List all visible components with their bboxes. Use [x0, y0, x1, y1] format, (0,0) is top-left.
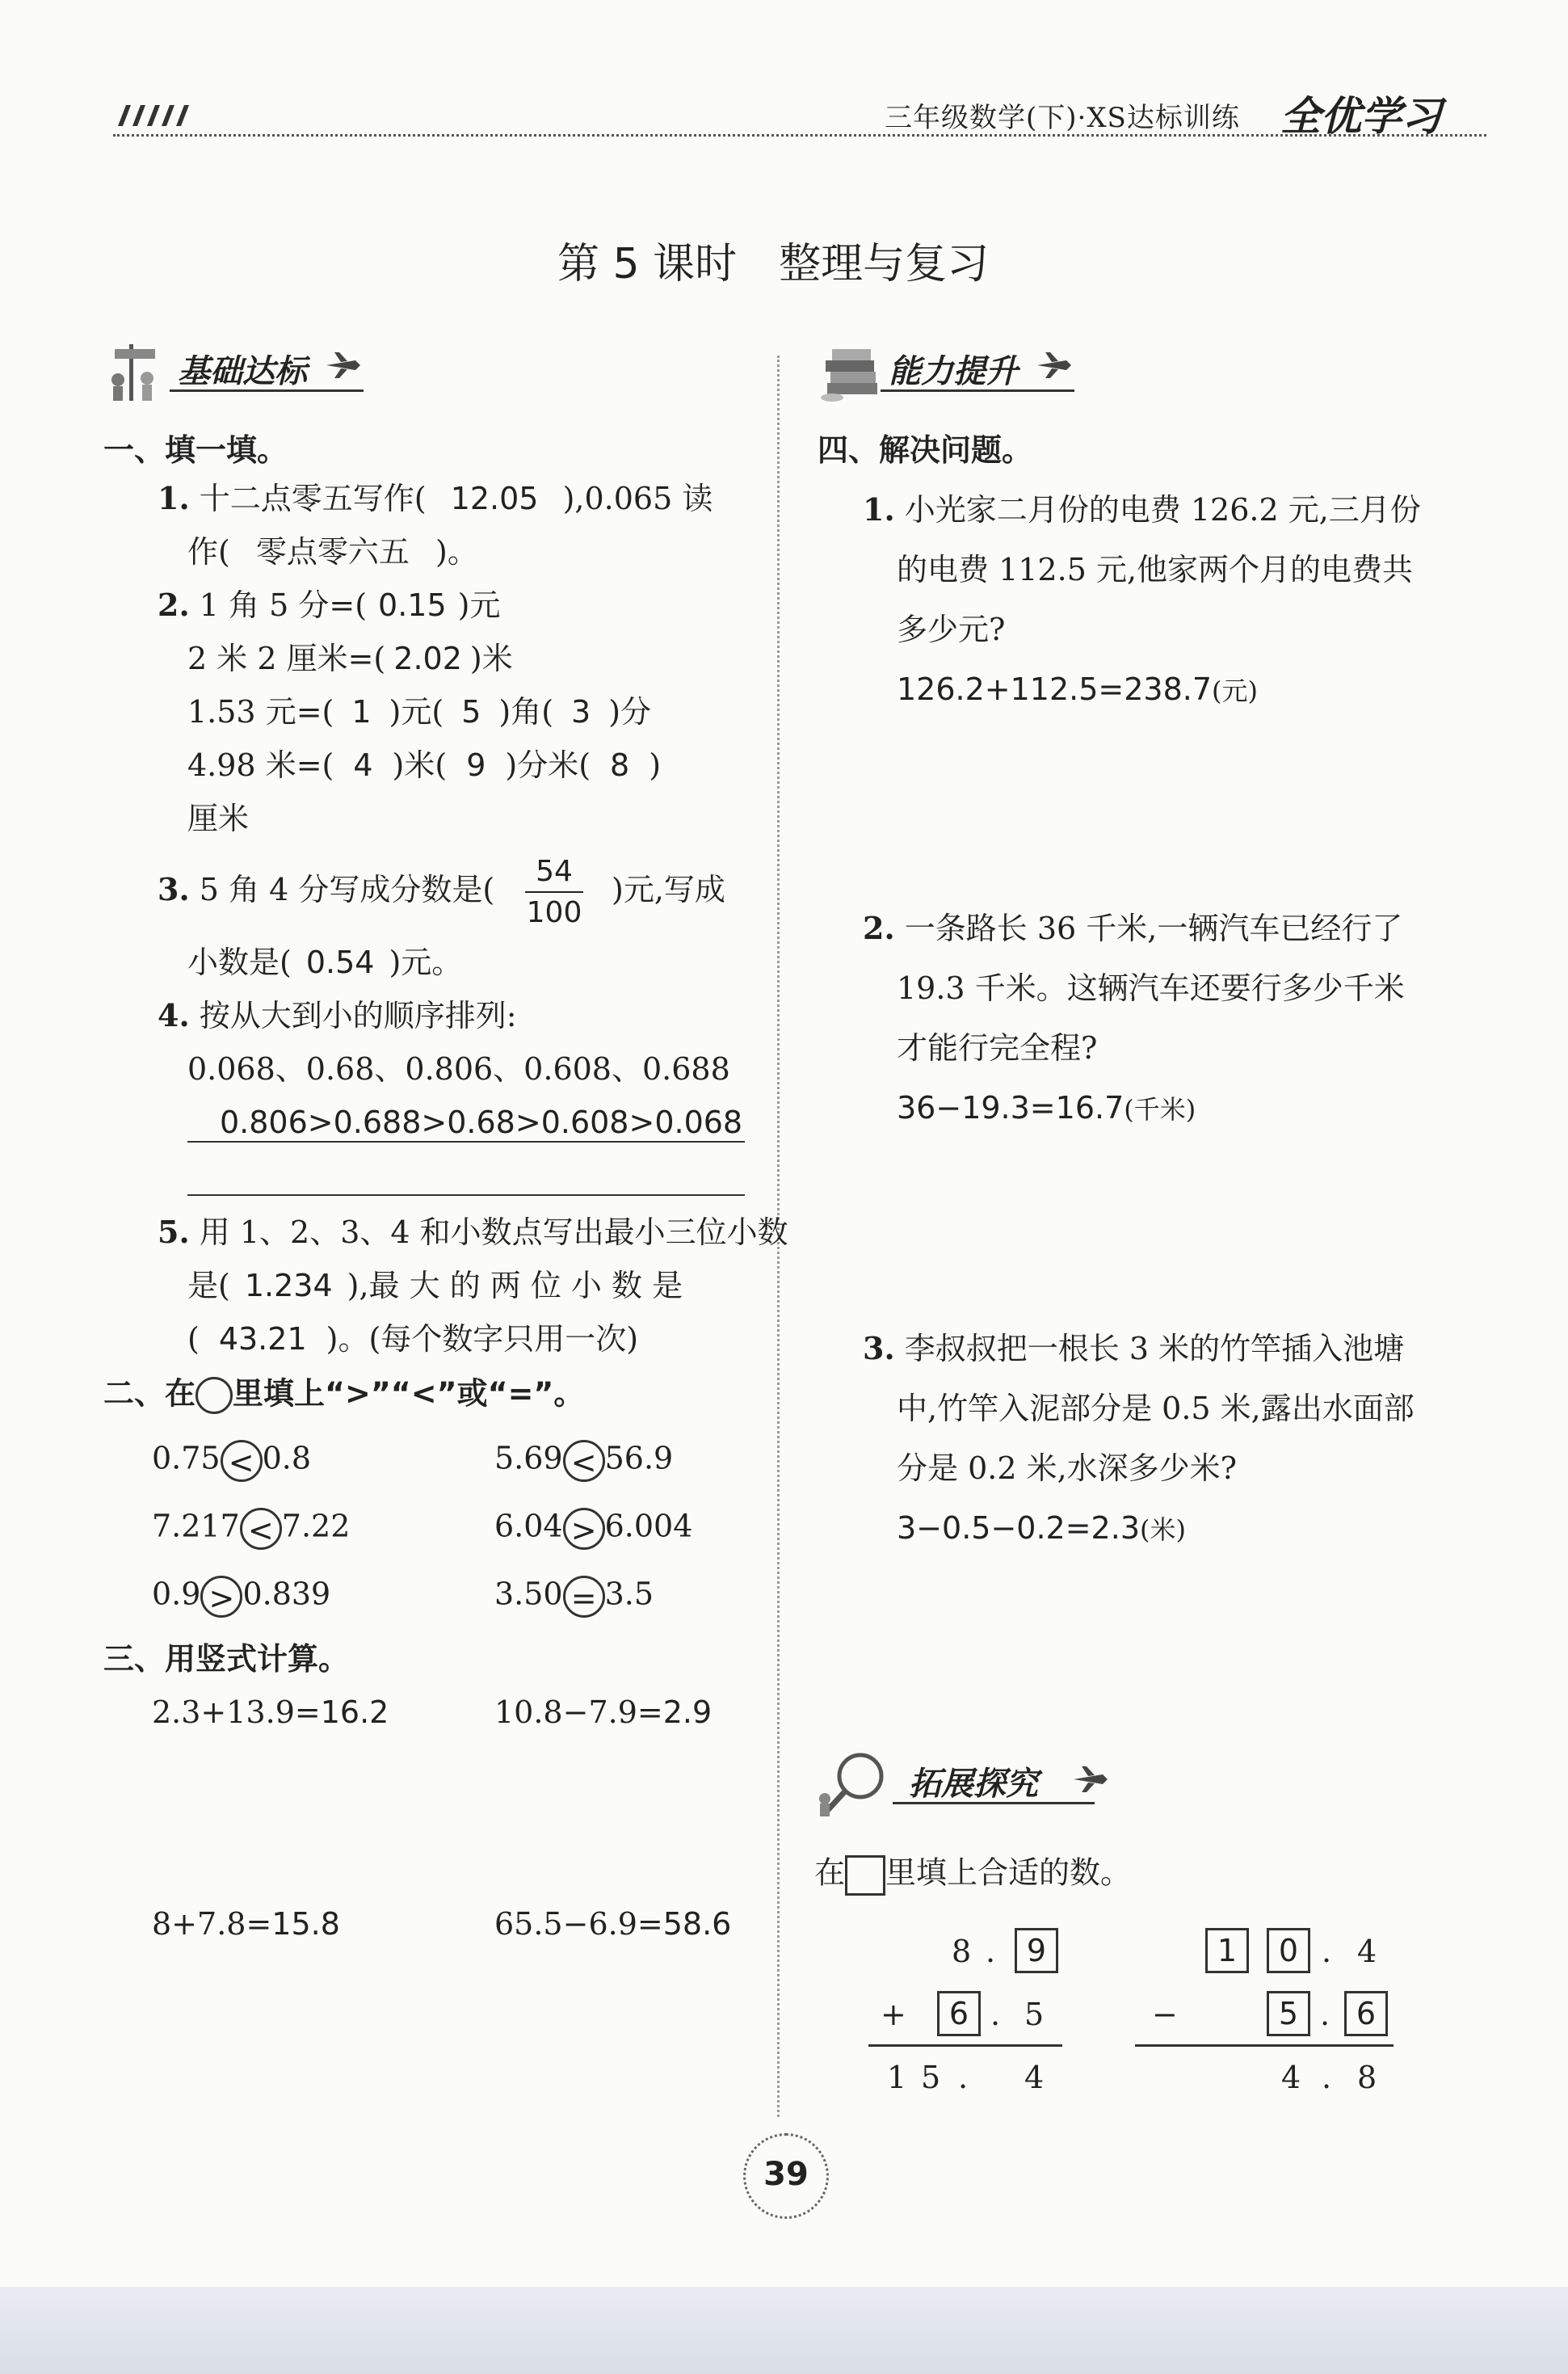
question-number: 4.: [158, 997, 190, 1033]
p1-q2-line5: 厘米: [187, 801, 250, 836]
question-number: 2.: [158, 587, 190, 623]
compare-answer-circle: <: [221, 1440, 263, 1482]
page-number: 39: [743, 2133, 829, 2219]
question-number: 3.: [863, 1330, 895, 1366]
question-text: (: [187, 1321, 200, 1357]
answer-unit: (千米): [1124, 1094, 1196, 1125]
answer: 2.02: [393, 641, 462, 676]
calc-answer: 2.9: [662, 1694, 713, 1730]
instruction-text: 里填上合适的数。: [885, 1854, 1132, 1891]
add-r1-dot: .: [986, 1934, 996, 1969]
heading-text: 二、在: [103, 1375, 196, 1412]
signpost-icon: [105, 339, 170, 404]
p4-q3-answer: [897, 1510, 1186, 1546]
section-label-advanced: 能力提升: [889, 353, 1018, 390]
calc-item: [494, 1694, 713, 1730]
compare-left: 0.9: [152, 1576, 201, 1612]
section-underline: [170, 389, 364, 392]
answer: 0.15: [378, 587, 447, 623]
calc-answer: 58.6: [662, 1906, 732, 1942]
add-result-digit: .: [958, 2060, 969, 2095]
question-text: 李叔叔把一根长 3 米的竹竿插入池塘: [904, 1331, 1405, 1366]
answer: 5: [461, 694, 481, 730]
compare-answer-circle: <: [563, 1440, 605, 1482]
answer: 3: [571, 694, 591, 730]
compare-item: [494, 1508, 692, 1550]
add-result-digit: 1: [887, 2060, 907, 2095]
p1-q1-line1: [158, 480, 713, 516]
add-result-digit: 4: [1024, 2060, 1045, 2095]
question-text: )米: [469, 641, 513, 676]
fraction-denominator: 100: [526, 896, 582, 929]
sub-r1-dot: .: [1322, 1934, 1332, 1969]
calc-answer: 15.8: [271, 1906, 340, 1942]
compare-right: 56.9: [604, 1440, 674, 1476]
p4-q1-line1: [863, 491, 1421, 528]
question-text: 1.53 元=(: [187, 694, 334, 730]
question-text: )元(: [389, 694, 444, 730]
section-underline: [881, 389, 1074, 392]
p1-q4-line1: [158, 997, 517, 1033]
p1-q3-line2: [187, 947, 462, 978]
compare-item: [152, 1440, 311, 1482]
section-badge-explore: [812, 1752, 1135, 1810]
question-text: )分米(: [505, 747, 591, 783]
difference-line: [1135, 2044, 1394, 2047]
question-text: 按从大到小的顺序排列:: [199, 998, 517, 1033]
question-text: 2 米 2 厘米=(: [187, 641, 386, 676]
sub-r1-digit: 4: [1357, 1934, 1377, 1969]
blank-circle-icon: [195, 1377, 233, 1414]
p4-q1-line3: 多少元?: [897, 612, 1006, 647]
sub-result-digit: 8: [1357, 2060, 1377, 2095]
p1-q5-line1: [158, 1214, 788, 1250]
plane-icon: [1070, 1763, 1111, 1795]
add-r2-dot: .: [990, 1997, 1001, 2032]
question-number: 1.: [158, 480, 190, 516]
compare-left: 3.50: [494, 1576, 563, 1612]
sub-r2-dot: .: [1320, 1997, 1330, 2032]
question-text: )分: [608, 694, 652, 730]
calc-expression: 2.3+13.9=: [152, 1694, 321, 1730]
fraction-numerator: 54: [536, 855, 573, 888]
heading-text: 里填上“>”“<”或“=”。: [233, 1375, 585, 1412]
question-text: 用 1、2、3、4 和小数点写出最小三位小数: [199, 1214, 788, 1250]
calc-item: [494, 1906, 732, 1942]
compare-right: 6.004: [604, 1508, 693, 1544]
answer-unit: (米): [1140, 1514, 1186, 1545]
compare-answer-circle: =: [563, 1576, 605, 1618]
p1-q5-line2: [187, 1270, 683, 1301]
p1-q4-list: 0.068、0.68、0.806、0.608、0.688: [187, 1051, 730, 1087]
compare-left: 6.04: [494, 1508, 563, 1544]
p1-q2-line4: [187, 747, 662, 783]
question-text: 作(: [187, 534, 230, 570]
add-r1-digit: 8: [952, 1934, 972, 1969]
question-text: )角(: [498, 694, 554, 730]
p1-q2-line2: [187, 643, 513, 674]
question-text: 是(: [187, 1268, 230, 1303]
compare-item: [494, 1576, 654, 1618]
question-text: ): [649, 747, 662, 783]
answer: 43.21: [218, 1321, 307, 1357]
add-result-digit: 5: [921, 2060, 941, 2095]
compare-left: 5.69: [494, 1440, 563, 1476]
instruction-text: 在: [814, 1854, 846, 1891]
p4-q2-line2: 19.3 千米。这辆汽车还要行多少千米: [897, 970, 1405, 1006]
part4-heading: 四、解决问题。: [818, 432, 1033, 468]
compare-item: [494, 1440, 673, 1482]
section-underline: [893, 1802, 1095, 1804]
compare-right: 3.5: [604, 1576, 654, 1612]
answer: 1: [351, 694, 372, 730]
p4-q3-line2: 中,竹竿入泥部分是 0.5 米,露出水面部: [897, 1391, 1415, 1426]
lesson-title: 第 5 课时 整理与复习: [557, 240, 990, 288]
fraction-bar: [525, 891, 583, 893]
p4-q2-line3: 才能行完全程?: [897, 1030, 1098, 1066]
calc-expression: 10.8−7.9=: [494, 1694, 663, 1730]
sum-line: [868, 2044, 1062, 2047]
section-label-explore: 拓展探究: [909, 1766, 1038, 1803]
sub-result-digit: 4: [1281, 2060, 1301, 2095]
p4-q1-line2: 的电费 112.5 元,他家两个月的电费共: [897, 552, 1414, 587]
p4-q2-answer: [897, 1090, 1196, 1126]
compare-answer-circle: >: [200, 1576, 242, 1618]
sub-operator: −: [1152, 1997, 1178, 2032]
explore-instruction: [814, 1855, 1131, 1896]
magnifier-icon: [812, 1752, 889, 1820]
question-text: 一条路长 36 千米,一辆汽车已经行了: [904, 911, 1403, 946]
question-text: 4.98 米=(: [187, 747, 334, 783]
sub-r2-box: 5: [1267, 1991, 1310, 2036]
compare-right: 0.8: [262, 1440, 312, 1476]
question-text: )。(每个数字只用一次): [326, 1321, 639, 1357]
answer: 1.234: [244, 1268, 333, 1303]
books-icon: [816, 339, 884, 404]
calc-expression: 65.5−6.9=: [494, 1906, 663, 1942]
compare-right: 7.22: [281, 1508, 351, 1544]
p4-q2-line1: [863, 910, 1403, 946]
header-stripes: [113, 105, 194, 126]
answer: 36−19.3=16.7: [897, 1090, 1125, 1126]
sub-r1-box: 0: [1267, 1928, 1310, 1973]
plane-icon: [1034, 349, 1074, 381]
question-text: )元: [457, 587, 501, 623]
compare-left: 0.75: [152, 1440, 221, 1476]
answer-unit: (元): [1212, 676, 1259, 706]
answer: 4: [353, 747, 373, 783]
sub-r1-box: 1: [1205, 1928, 1249, 1973]
sub-r2-box: 6: [1344, 1991, 1388, 2036]
calc-answer: 16.2: [320, 1694, 389, 1730]
part1-heading: 一、填一填。: [103, 432, 288, 468]
p1-q4-answer: 0.806>0.688>0.68>0.608>0.068: [220, 1105, 743, 1140]
question-text: 十二点零五写作(: [199, 481, 427, 516]
question-number: 5.: [158, 1214, 190, 1250]
p1-q5-line3: [187, 1321, 639, 1357]
answer: 12.05: [450, 481, 539, 516]
blank-box-icon: [845, 1855, 885, 1896]
compare-right: 0.839: [242, 1576, 331, 1612]
p1-q1-line2: [187, 534, 478, 570]
sub-result-digit: .: [1322, 2060, 1332, 2095]
add-operator: +: [881, 1997, 906, 2032]
section-label-basic: 基础达标: [178, 353, 307, 390]
p4-q1-answer: [897, 671, 1259, 707]
p1-q2-line1: [158, 587, 501, 623]
question-text: ),0.065 读: [562, 481, 713, 516]
question-number: 2.: [863, 910, 895, 946]
answer: 零点零六五: [255, 534, 410, 570]
question-text: )元。: [389, 945, 463, 980]
section-badge-basic: [105, 339, 412, 398]
compare-item: [152, 1508, 350, 1550]
p1-q2-line3: [187, 694, 652, 730]
question-text: 小数是(: [187, 945, 292, 980]
scan-bottom-edge: [0, 2287, 1568, 2374]
part2-heading: [103, 1377, 584, 1414]
compare-item: [152, 1576, 330, 1618]
answer: 3−0.5−0.2=2.3: [897, 1510, 1140, 1546]
answer-line: [187, 1194, 745, 1196]
question-text: 小光家二月份的电费 126.2 元,三月份: [904, 492, 1421, 528]
question-number: 1.: [863, 491, 895, 528]
add-r1-box: 9: [1015, 1928, 1058, 1973]
p4-q3-line1: [863, 1330, 1405, 1366]
question-number: 3.: [158, 871, 190, 907]
question-text: )米(: [392, 747, 448, 783]
answer: 8: [610, 747, 630, 783]
p1-q3-text-b: )元,写成: [612, 872, 725, 907]
add-r2-box: 6: [937, 1991, 981, 2036]
calc-expression: 8+7.8=: [152, 1906, 272, 1942]
header-brand: 全优学习: [1280, 93, 1442, 140]
plane-icon: [323, 349, 364, 381]
header-series: 三年级数学(下)·XS达标训练: [885, 102, 1240, 134]
fraction-answer: [525, 855, 583, 929]
question-text: )。: [435, 534, 478, 570]
question-text: ),最 大 的 两 位 小 数 是: [347, 1268, 683, 1303]
compare-answer-circle: <: [240, 1508, 282, 1550]
calc-item: [152, 1906, 340, 1942]
answer: 9: [466, 747, 486, 783]
compare-left: 7.217: [152, 1508, 240, 1544]
p1-q3-line1: [158, 871, 495, 907]
question-text: 5 角 4 分写成分数是(: [199, 872, 495, 907]
part3-heading: 三、用竖式计算。: [103, 1641, 350, 1677]
compare-answer-circle: >: [563, 1508, 605, 1550]
p4-q3-line3: 分是 0.2 米,水深多少米?: [897, 1450, 1238, 1486]
section-badge-advanced: [816, 339, 1123, 398]
answer: 126.2+112.5=238.7: [897, 671, 1213, 707]
add-r2-digit: 5: [1024, 1997, 1045, 2032]
calc-item: [152, 1694, 389, 1730]
answer: 0.54: [305, 945, 375, 980]
question-text: 1 角 5 分=(: [199, 587, 368, 623]
answer-line: [187, 1141, 745, 1143]
